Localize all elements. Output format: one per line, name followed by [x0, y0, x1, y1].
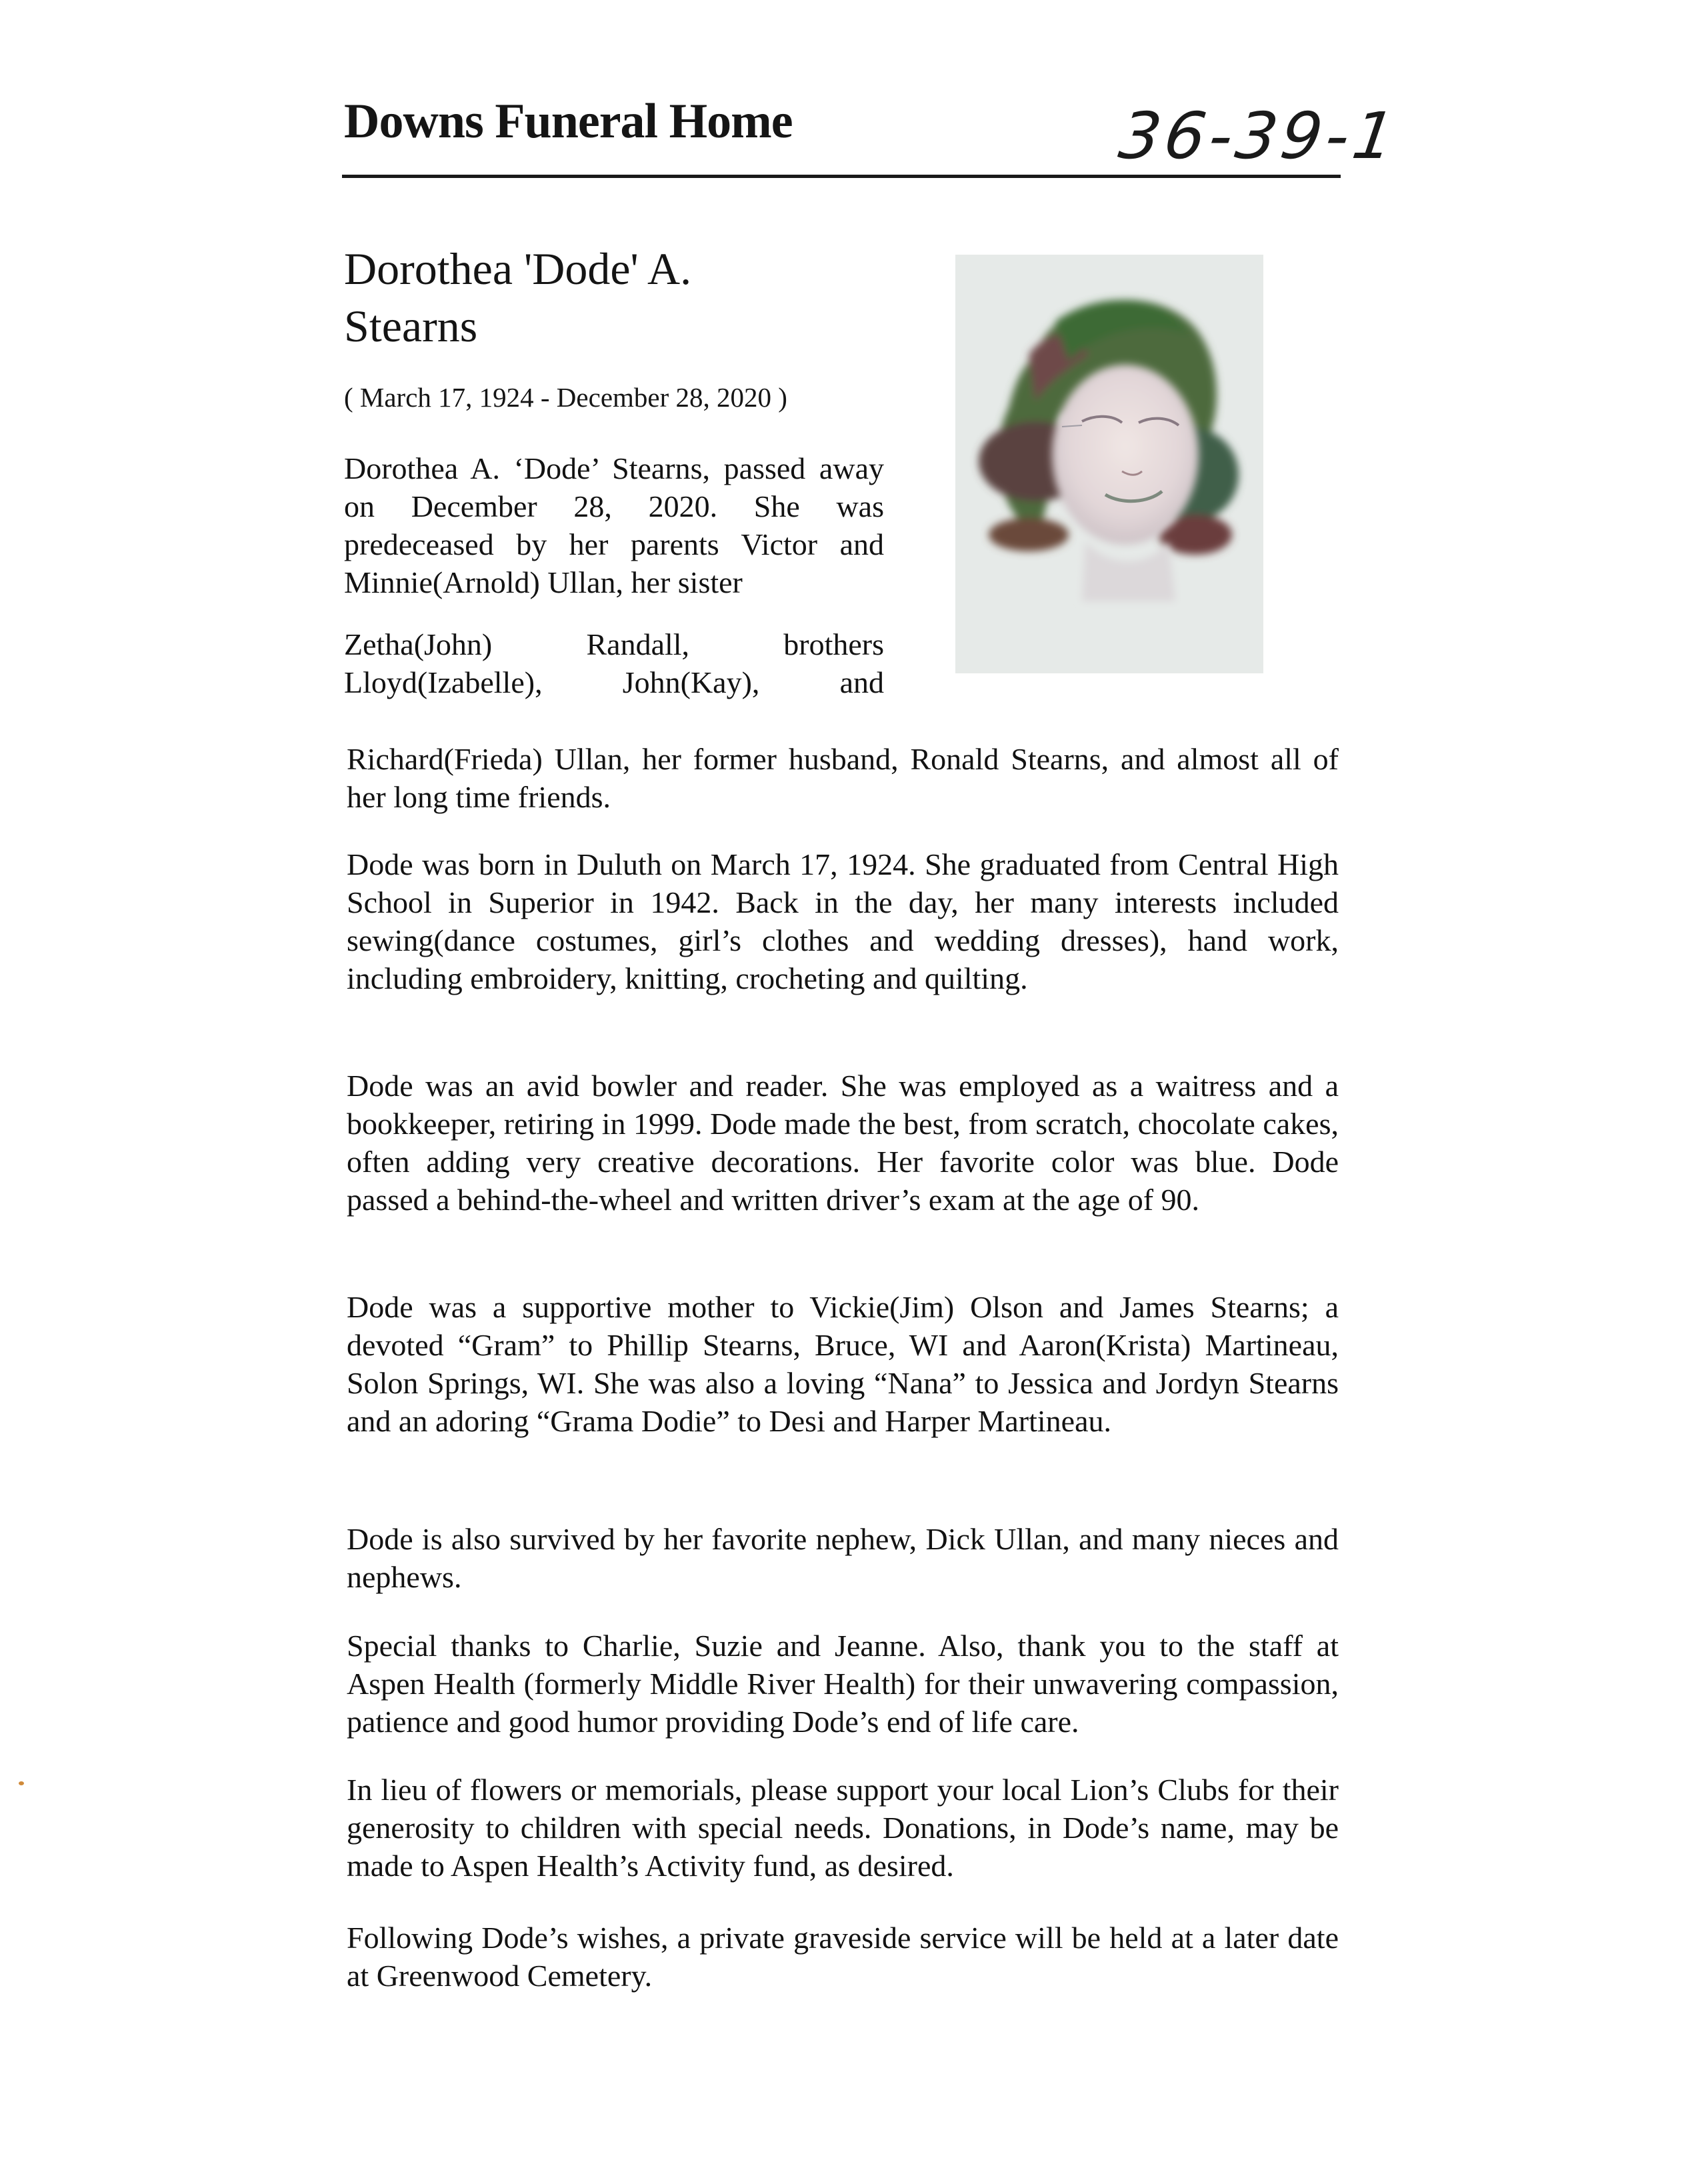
obituary-paragraph-2: Zetha(John) Randall, brothers Lloyd(Izabelle), John(Kay), and	[344, 627, 884, 699]
portrait-photo	[955, 255, 1263, 673]
deceased-name	[344, 240, 891, 355]
funeral-home-name: Downs Funeral Home	[344, 94, 793, 149]
obituary-paragraph-4: Dode was born in Duluth on March 17, 1924. She graduated from Central High School in Superior in 1942. Back in the day, her many interests included sewing(dance costumes, girl’s clothes and wedding dresses), hand work, including embroidery, knitting, crocheting and quilting.	[347, 847, 1339, 995]
deceased-name-line-1: Dorothea 'Dode' A.	[344, 243, 692, 294]
obituary-paragraph-3: Richard(Frieda) Ullan, her former husband, Ronald Stearns, and almost all of her long time friends.	[347, 742, 1339, 814]
portrait-image	[955, 255, 1263, 673]
obituary-paragraph-10: Following Dode’s wishes, a private graveside service will be held at a later date at Greenwood Cemetery.	[347, 1921, 1339, 1993]
obituary-paragraph-5: Dode was an avid bowler and reader. She was employed as a waitress and a bookkeeper, retiring in 1999. Dode made the best, from scratch, chocolate cakes, often adding very creative decorations. Her favorite color was blue. Dode passed a behind-the-wheel and written driver’s exam at the age of 90.	[347, 1069, 1339, 1217]
obituary-paragraph-6: Dode was a supportive mother to Vickie(Jim) Olson and James Stearns; a devoted “Gram” to Phillip Stearns, Bruce, WI and Aaron(Krista) Martineau, Solon Springs, WI. She was also a loving “Nana” to Jessica and Jordyn Stearns and an adoring “Grama Dodie” to Desi and Harper Martineau.	[347, 1290, 1339, 1438]
obituary-paragraph-8: Special thanks to Charlie, Suzie and Jeanne. Also, thank you to the staff at Aspen Health (formerly Middle River Health) for their unwavering compassion, patience and good humor providing Dode’s end of life care.	[347, 1629, 1339, 1739]
header-divider	[342, 175, 1341, 178]
obituary-paragraph-7: Dode is also survived by her favorite nephew, Dick Ullan, and many nieces and nephews.	[347, 1522, 1339, 1594]
life-dates: ( March 17, 1924 - December 28, 2020 )	[344, 382, 787, 413]
scan-speck	[19, 1781, 24, 1785]
deceased-name-line-2: Stearns	[344, 301, 478, 351]
handwritten-reference-number: 36-39-1	[1115, 99, 1403, 173]
obituary-paragraph-9: In lieu of flowers or memorials, please support your local Lion’s Clubs for their generosity to children with special needs. Donations, in Dode’s name, may be made to Aspen Health’s Activity fund, as desired.	[347, 1773, 1339, 1883]
obituary-paragraph-1: Dorothea A. ‘Dode’ Stearns, passed away on December 28, 2020. She was predeceased by her parents Victor and Minnie(Arnold) Ullan, her sister	[344, 451, 884, 599]
